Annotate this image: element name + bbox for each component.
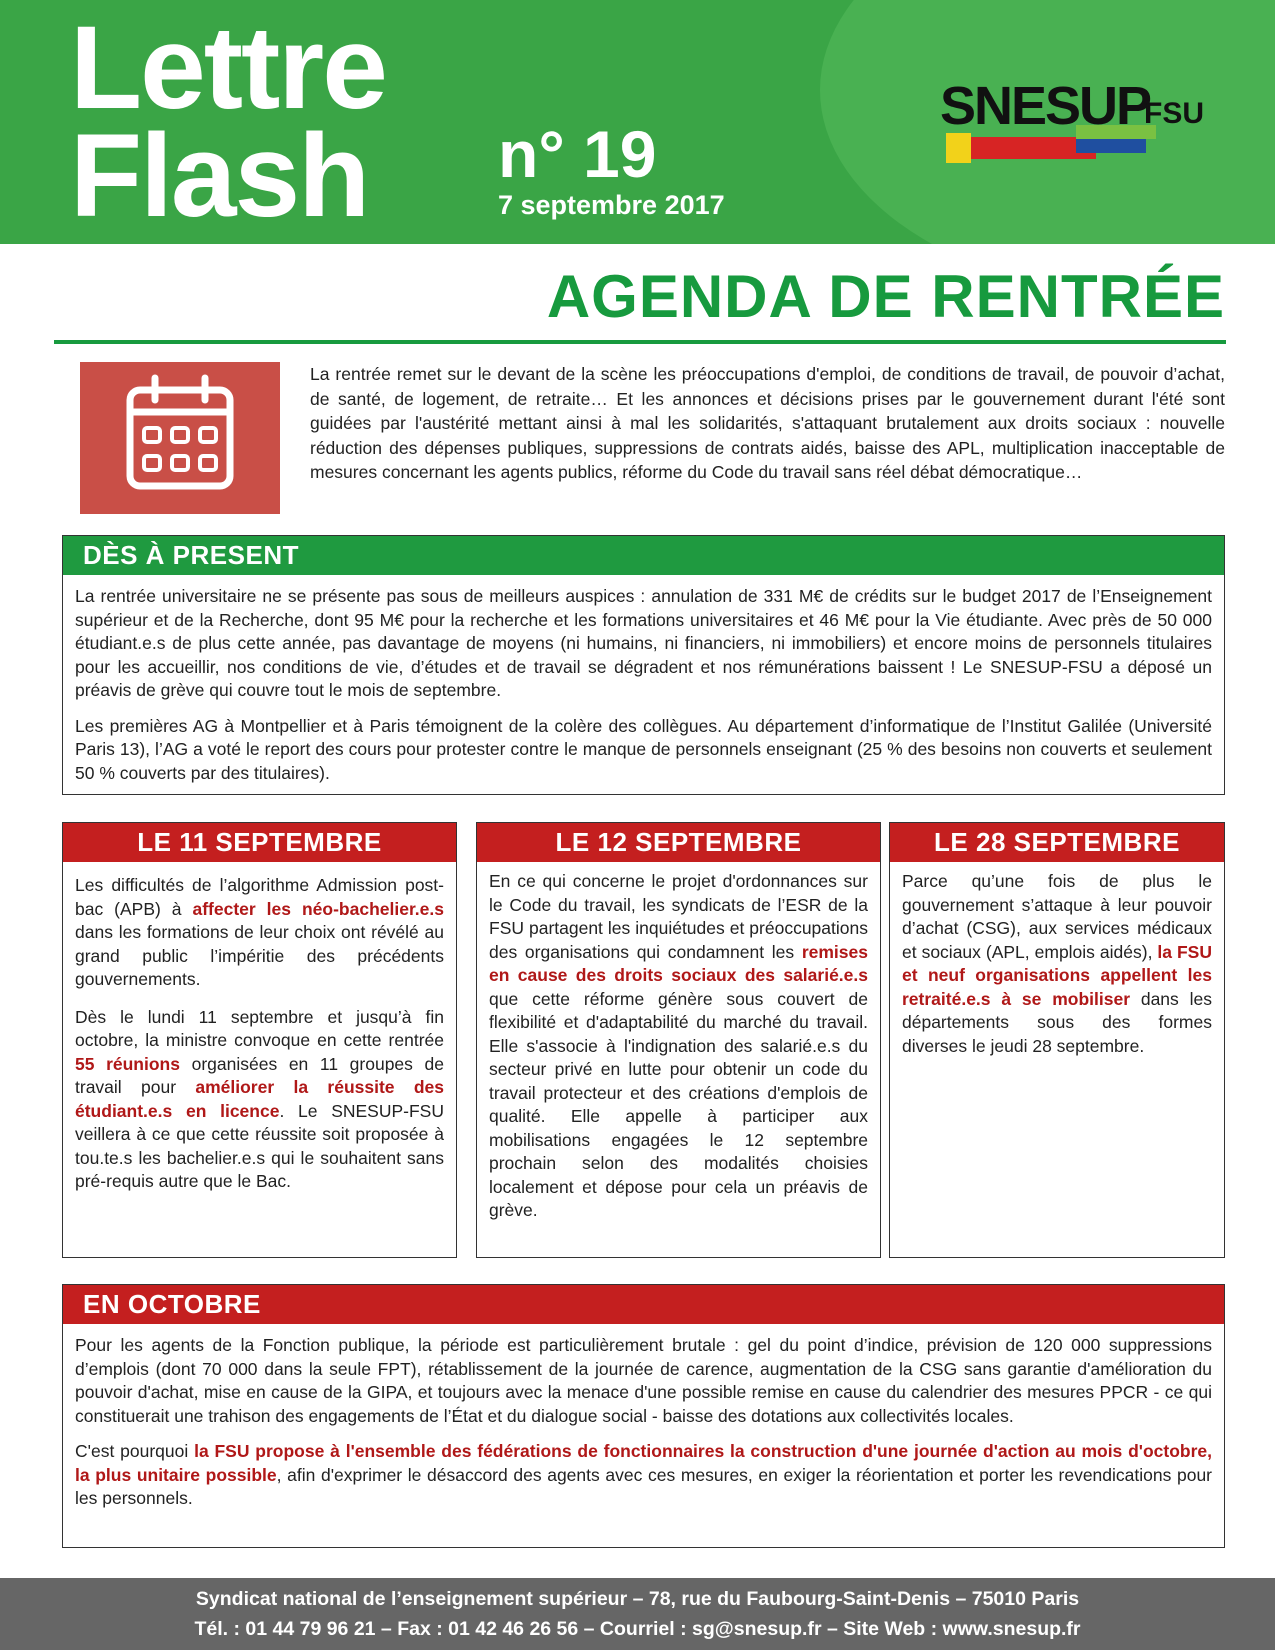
paragraph [75,1006,444,1194]
header-banner [0,0,1275,244]
calendar-icon [80,362,280,514]
section-heading: LE 12 SEPTEMBRE [477,823,880,862]
section-body [63,575,1224,807]
footer-address: Syndicat national de l’enseignement supérieur – 78, rue du Faubourg-Saint-Denis – 75010 Paris [195,1588,1080,1610]
section-body [890,862,1224,1084]
page-title: AGENDA DE RENTRÉE [546,263,1225,330]
paragraph: Pour les agents de la Fonction publique, la période est particulièrement brutale : gel du point d’indice, prévision de 120 000 suppressions d’emplois (dont 70 000 dans la seule FPT), rétablissement de la journée de carence, augmentation de la CSG sans garantie d'amélioration du pouvoir d'achat, mise en cause de la GIPA, et toujours avec la menace d'une possible remise en cause du calendrier des mesures PPCR - ce qui constituerait une trahison des engagements de l’État et du dialogue social - baisse des dotations aux collectivités locales. [75,1335,1212,1426]
highlight-text: 55 réunions [75,1053,180,1074]
highlight-text: la FSU et neuf organisations appellent les retraité.e.s à se mobiliser [902,941,1212,1009]
paragraph [75,1440,1212,1511]
intro-paragraph: La rentrée remet sur le devant de la scène les préoccupations d'emploi, de conditions de travail, de pouvoir d’achat, de santé, de logement, de retraite… Et les annonces et décisions prises par le gouvernement durant l'été sont guidées par l'austérité mettant ainsi à mal les solidarités, s'attaquant brutalement aux droits sociaux : nouvelle réduction des dépenses publiques, suppressions de contrats aidés, baisse des APL, multiplication inacceptable de mesures concernant les agents publics, réforme du Code du travail sans réel débat démocratique… [310,364,1225,482]
text: organisées en 11 groupes de travail pour [75,1053,444,1097]
paragraph [75,874,444,992]
issue-number: n° 19 [498,117,657,191]
highlight-text: remises en cause des droits sociaux des salarié.e.s [489,941,868,985]
snesup-logo [936,75,1204,185]
text: que cette réforme génère sous couvert de flexibilité et d'adaptabilité du marché du travail. Elle s'associe à l'indignation des salarié.e.s du secteur privé en lutte pour obtenir un code du travail protecteur et des créations d'emplois de qualité. Elle appelle à participer aux mobilisations engagées le 12 septembre prochain selon des modalités choisies localement et dépose pour cela un préavis de grève. [489,988,868,1220]
text: dans les formations de leur choix ont révélé au grand public l’impéritie des précédents gouvernements. [75,922,444,989]
section-heading: DÈS À PRESENT [63,536,1224,575]
logo-text: SNESUP [940,76,1151,136]
section-heading: EN OCTOBRE [63,1285,1224,1324]
section-body [63,862,456,1220]
logo-fsu-text: FSU [1144,97,1204,130]
text: dans les départements sous des formes diverses le jeudi 28 septembre. [902,988,1212,1056]
text: C'est pourquoi [75,1441,195,1461]
section-en-octobre [62,1284,1225,1548]
logo-yellow-stripe [946,133,971,163]
paragraph [489,870,868,1223]
paragraph [902,870,1212,1058]
masthead-title [70,2,386,242]
masthead-line-1: Lettre [70,2,386,134]
section-body [477,862,880,1249]
logo-blue-stripe [1076,139,1146,153]
text: Les difficultés de l’algorithme Admission post-bac (APB) à [75,875,444,919]
section-12-septembre [476,822,881,1258]
text: Dès le lundi 11 septembre et jusqu’à fin octobre, la ministre convoque en cette rentrée [75,1006,444,1050]
section-body [63,1324,1224,1533]
section-28-septembre [889,822,1225,1258]
text: Parce qu’une fois de plus le gouvernement s’attaque à leur pouvoir d’achat (CSG), aux services médicaux et sociaux (APL, emplois aidés), [902,871,1212,962]
masthead-line-2: Flash [70,110,369,242]
text: . Le SNESUP-FSU veillera à ce que cette réussite soit proposée à tou.te.s les bachelier.e.s qui le souhaitent sans pré-requis autre que le Bac. [75,1100,444,1191]
text: , afin d'exprimer le désaccord des agents avec ces mesures, en exiger la réorientation et porter les revendications pour les personnels. [75,1464,1213,1508]
footer [0,1578,1275,1650]
paragraph: Les premières AG à Montpellier et à Paris témoignent de la colère des collègues. Au département d’informatique de l’Institut Galilée (Université Paris 13), l’AG a voté le report des cours pour protester contre le manque de personnels enseignant (25 % des besoins non couverts et seulement 50 % couverts par des titulaires). [75,715,1212,783]
section-des-present [62,535,1225,795]
highlight-text: améliorer la réussite des étudiant.e.s en licence [75,1077,444,1121]
paragraph: La rentrée universitaire ne se présente pas sous de meilleurs auspices : annulation de 331 M€ de crédits sur le budget 2017 de l’Enseignement supérieur et de la Recherche, dont 95 M€ pour la recherche et les formations universitaires et 46 M€ pour la Vie étudiante. Avec près de 50 000 étudiant.e.s de plus cette année, pas davantage de moyens (ni humains, ni financiers, ni immobiliers) et encore moins de personnels titulaires pour les accueillir, nos conditions de vie, d’études et de travail se dégradent et nos rémunérations baissent ! Le SNESUP-FSU a déposé un préavis de grève qui couvre tout le mois de septembre. [75,586,1212,700]
footer-contact: Tél. : 01 44 79 96 21 – Fax : 01 42 46 26 56 – Courriel : sg@snesup.fr – Site Web : www.snesup.fr [194,1618,1081,1640]
highlight-text: la FSU propose à l'ensemble des fédérations de fonctionnaires la construction d'une journée d'action au mois d'octobre, la plus unitaire possible [75,1441,1212,1485]
title-divider [54,340,1226,344]
section-heading: LE 28 SEPTEMBRE [890,823,1224,862]
section-heading: LE 11 SEPTEMBRE [63,823,456,862]
highlight-text: affecter les néo-bachelier.e.s [192,898,444,919]
issue-date: 7 septembre 2017 [498,190,725,220]
text: En ce qui concerne le projet d'ordonnances sur le Code du travail, les syndicats de l’ESR de la FSU partagent les inquiétudes et préoccupations des organisations qui condamnent les [489,871,868,962]
section-11-septembre [62,822,457,1258]
